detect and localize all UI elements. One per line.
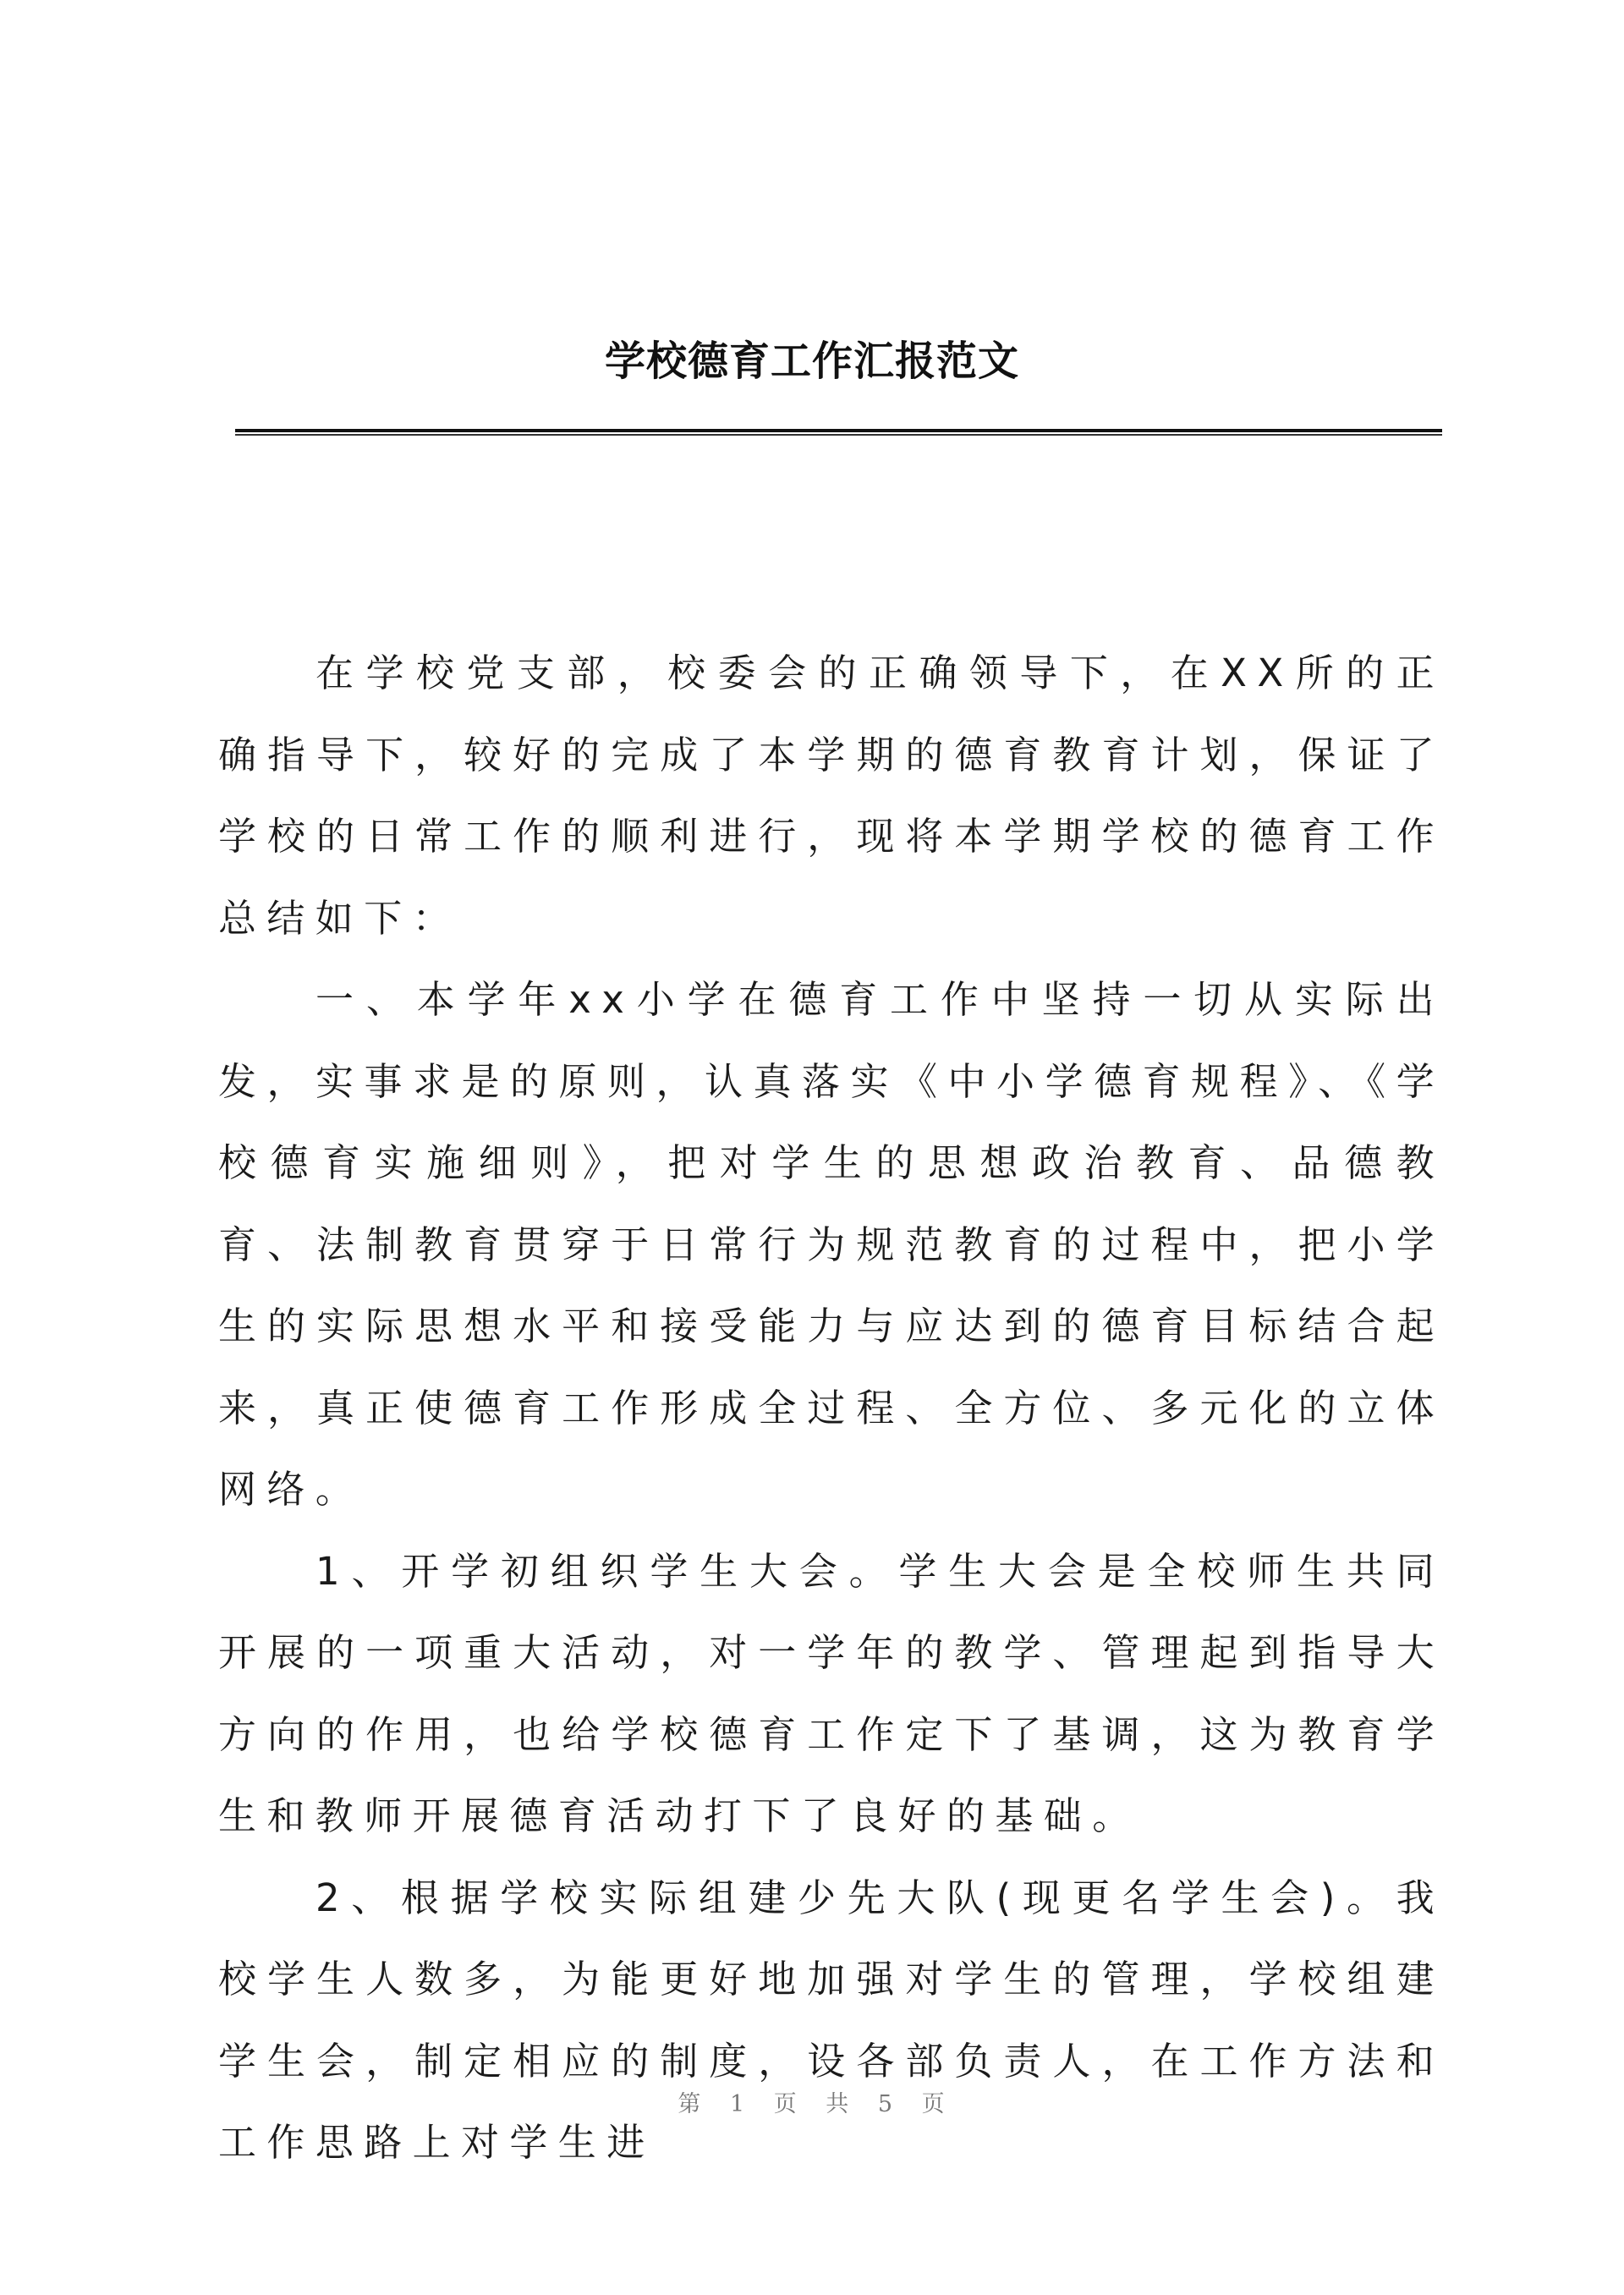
- paragraph-item-1: 1、开学初组织学生大会。学生大会是全校师生共同开展的一项重大活动，对一学年的教学、管理起到指导大方向的作用，也给学校德育工作定下了基调，这为教育学生和教师开展德育活动打下了良好的基础。: [218, 1548, 1445, 1838]
- title-divider: [235, 429, 1442, 436]
- paragraph-item-2: 2、根据学校实际组建少先大队(现更名学生会)。我校学生人数多，为能更好地加强对学生的管理，学校组建学生会，制定相应的制度，设各部负责人，在工作方法和工作思路上对学生进: [218, 1875, 1445, 2165]
- document-body: [218, 633, 1445, 2184]
- paragraph-section-1: 一、本学年xx小学在德育工作中坚持一切从实际出发，实事求是的原则，认真落实《中小学德育规程》、《学校德育实施细则》，把对学生的思想政治教育、品德教育、法制教育贯穿于日常行为规范教育的过程中，把小学生的实际思想水平和接受能力与应达到的德育目标结合起来，真正使德育工作形成全过程、全方位、多元化的立体网络。: [218, 977, 1445, 1512]
- page-number-footer: 第 1 页 共 5 页: [678, 2091, 946, 2117]
- divider-thin-line: [235, 434, 1442, 436]
- paragraph-intro: 在学校党支部，校委会的正确领导下，在XX所的正确指导下，较好的完成了本学期的德育教育计划，保证了学校的日常工作的顺利进行，现将本学期学校的德育工作总结如下：: [218, 651, 1445, 941]
- document-title: 学校德育工作汇报范文: [604, 338, 1019, 385]
